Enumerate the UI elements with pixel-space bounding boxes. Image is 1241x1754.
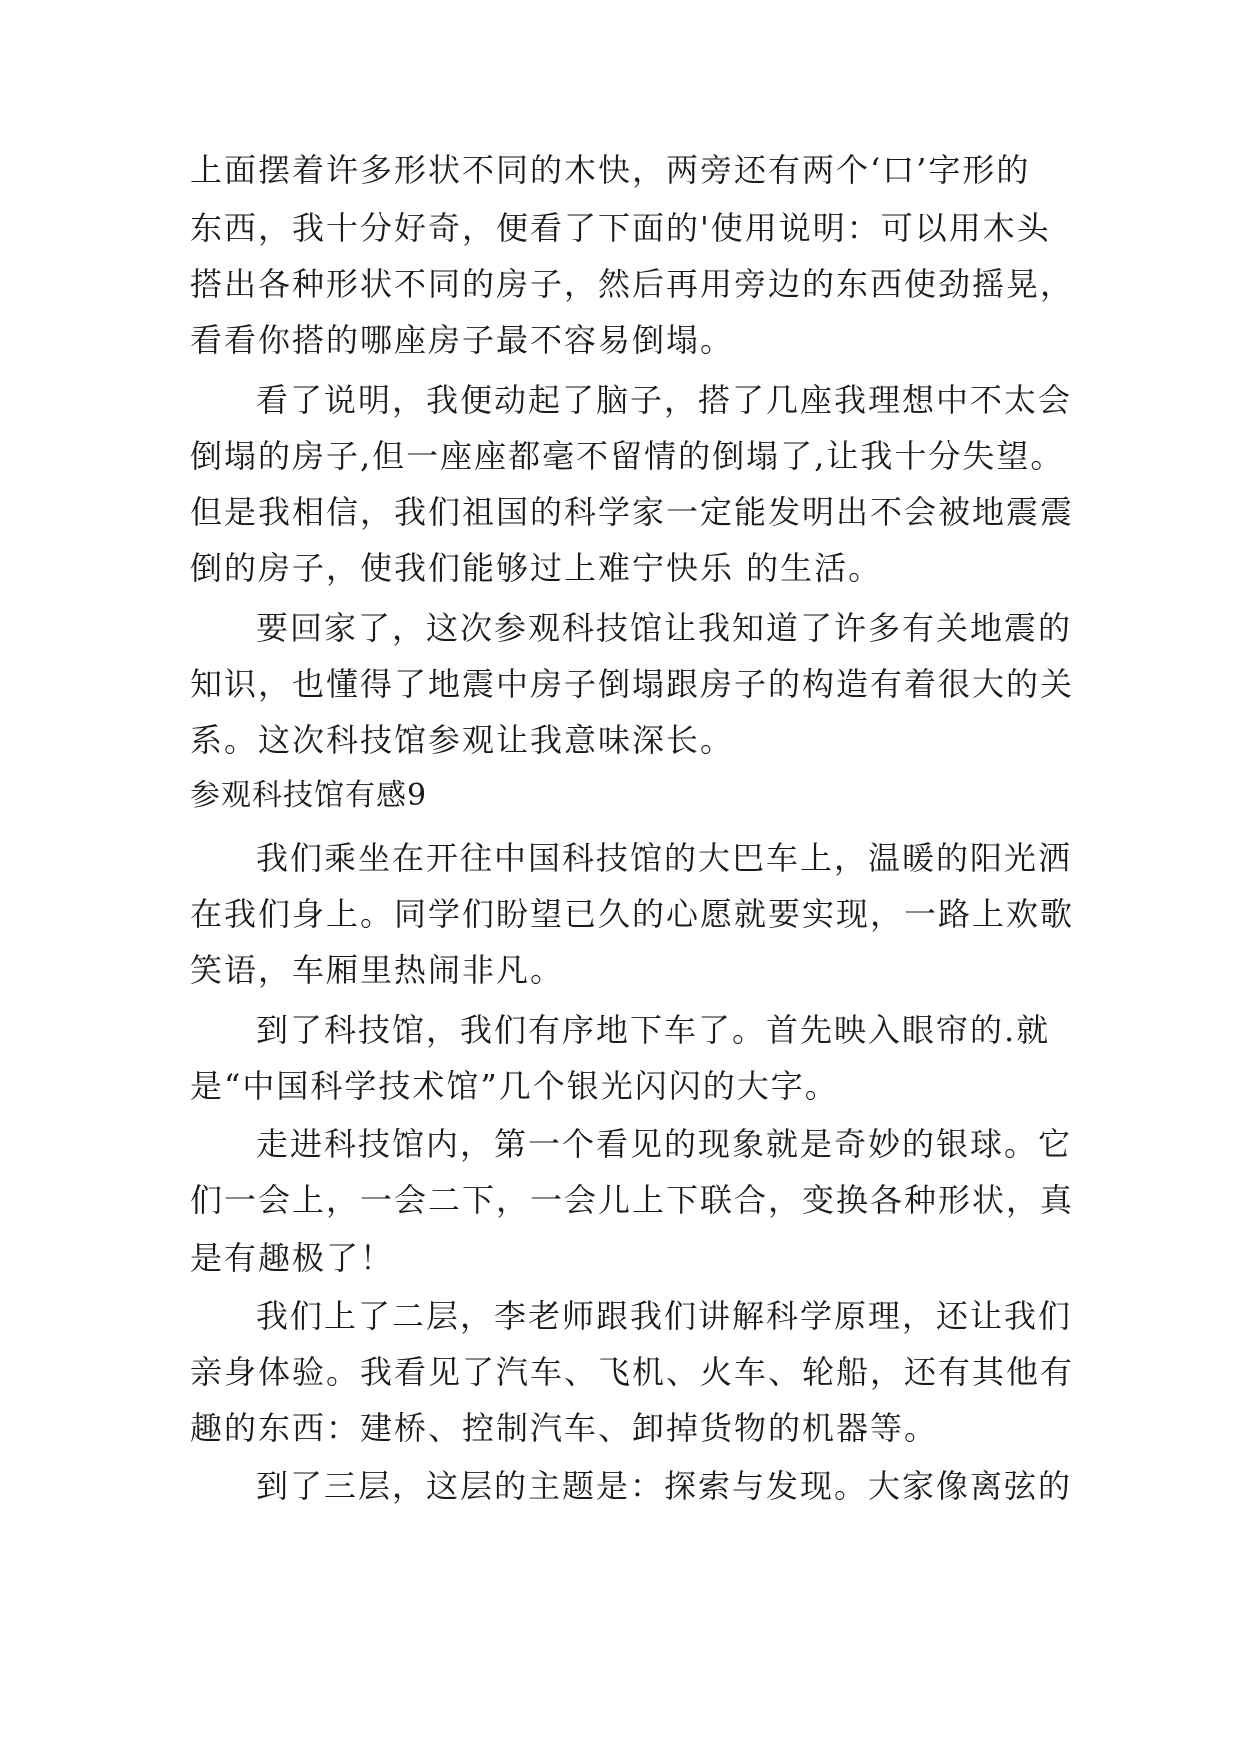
text-line: 知识，也懂得了地震中房子倒塌跟房子的构造有着很大的关 xyxy=(190,665,1075,703)
text-line: 但是我相信，我们祖国的科学家一定能发明出不会被地震震 xyxy=(190,493,1075,531)
text-line: 看看你搭的哪座房子最不容易倒塌。 xyxy=(190,321,735,359)
section-heading: 参观科技馆有感9 xyxy=(190,778,428,813)
paragraph-first-line: 到了科技馆，我们有序地下车了。首先映入眼帘的.就 xyxy=(256,1011,1051,1049)
paragraph-first-line: 我们上了二层，李老师跟我们讲解科学原理，还让我们 xyxy=(256,1297,1073,1335)
text-line: 倒塌的房子,但一座座都毫不留情的倒塌了,让我十分失望。 xyxy=(190,437,1065,475)
text-line: 在我们身上。同学们盼望已久的心愿就要实现，一路上欢歌 xyxy=(190,895,1075,933)
text-line: 上面摆着许多形状不同的木快，两旁还有两个‘口’字形的 xyxy=(190,151,1031,189)
text-line: 倒的房子，使我们能够过上难宁快乐 的生活。 xyxy=(190,549,883,587)
paragraph-first-line: 看了说明，我便动起了脑子，搭了几座我理想中不太会 xyxy=(256,381,1073,419)
paragraph-first-line: 走进科技馆内，第一个看见的现象就是奇妙的银球。它 xyxy=(256,1125,1073,1163)
text-line: 系。这次科技馆参观让我意味深长。 xyxy=(190,721,735,759)
paragraph-first-line: 我们乘坐在开往中国科技馆的大巴车上，温暖的阳光洒 xyxy=(256,839,1073,877)
paragraph-first-line: 到了三层，这层的主题是：探索与发现。大家像离弦的 xyxy=(256,1467,1073,1505)
text-line: 东西，我十分好奇，便看了下面的'使用说明：可以用木头 xyxy=(190,209,1051,247)
text-line: 亲身体验。我看见了汽车、飞机、火车、轮船，还有其他有 xyxy=(190,1353,1075,1391)
text-line: 笑语，车厢里热闹非凡。 xyxy=(190,951,565,989)
paragraph-first-line: 要回家了，这次参观科技馆让我知道了许多有关地震的 xyxy=(256,609,1073,647)
text-line: 们一会上，一会二下，一会儿上下联合，变换各种形状，真 xyxy=(190,1181,1075,1219)
text-line: 是“中国科学技术馆”几个银光闪闪的大字。 xyxy=(190,1067,839,1105)
text-line: 搭出各种形状不同的房子，然后再用旁边的东西使劲摇晃， xyxy=(190,265,1075,303)
text-line: 趣的东西：建桥、控制汽车、卸掉货物的机器等。 xyxy=(190,1409,939,1447)
text-line: 是有趣极了！ xyxy=(190,1239,395,1277)
